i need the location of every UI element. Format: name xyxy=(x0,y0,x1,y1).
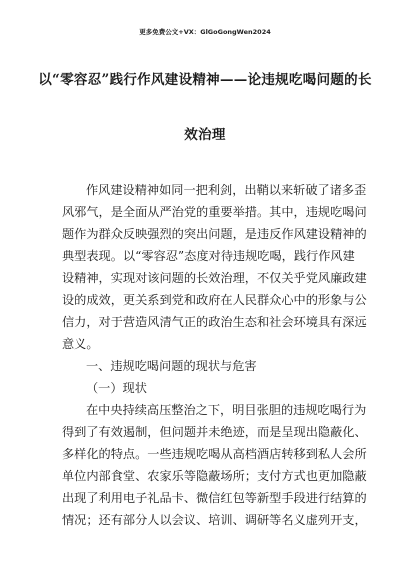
document-title-line-1: 以“零容忍”践行作风建设精神——论违规吃喝问题的长 xyxy=(38,72,372,88)
paragraph-line: 作风建设精神如同一把利剑，出鞘以来斩破了诸多歪 xyxy=(86,183,367,197)
subsection-heading: （一）现状 xyxy=(86,381,147,395)
paragraph-line: 多样化的特点。一些违规吃喝从高档酒店转移到私人会所 xyxy=(62,447,367,461)
paragraph-line: 意义。 xyxy=(62,337,99,351)
paragraph-line: 设精神，实现对该问题的长效治理，不仅关乎党风廉政建 xyxy=(62,271,367,285)
document-title-line-2: 效治理 xyxy=(184,127,226,143)
section-heading: 一、违规吃喝问题的现状与危害 xyxy=(86,359,257,373)
paragraph-line: 典型表现。以“零容忍”态度对待违规吃喝，践行作风建 xyxy=(62,249,355,263)
paragraph-line: 信力，对于营造风清气正的政治生态和社会环境具有深远 xyxy=(62,315,367,329)
paragraph-line: 在中央持续高压整治之下，明目张胆的违规吃喝行为 xyxy=(86,403,367,417)
paragraph-line: 单位内部食堂、农家乐等隐蔽场所；支付方式也更加隐蔽 xyxy=(62,469,367,483)
paragraph-line: 风邪气，是全面从严治党的重要举措。其中，违规吃喝问 xyxy=(62,205,367,219)
paragraph-line: 得到了有效遏制，但问题并未绝迹，而是呈现出隐蔽化、 xyxy=(62,425,367,439)
paragraph-line: 情况；还有部分人以会议、培训、调研等名义虚列开支， xyxy=(62,513,367,527)
paragraph-line: 出现了利用电子礼品卡、微信红包等新型手段进行结算的 xyxy=(62,491,367,505)
paragraph-line: 设的成效，更关系到党和政府在人民群众心中的形象与公 xyxy=(62,293,367,307)
paragraph-line: 题作为群众反映强烈的突出问题，是违反作风建设精神的 xyxy=(62,227,367,241)
page-header: 更多免费公文+VX：GlGoGongWen2024 xyxy=(139,28,271,36)
